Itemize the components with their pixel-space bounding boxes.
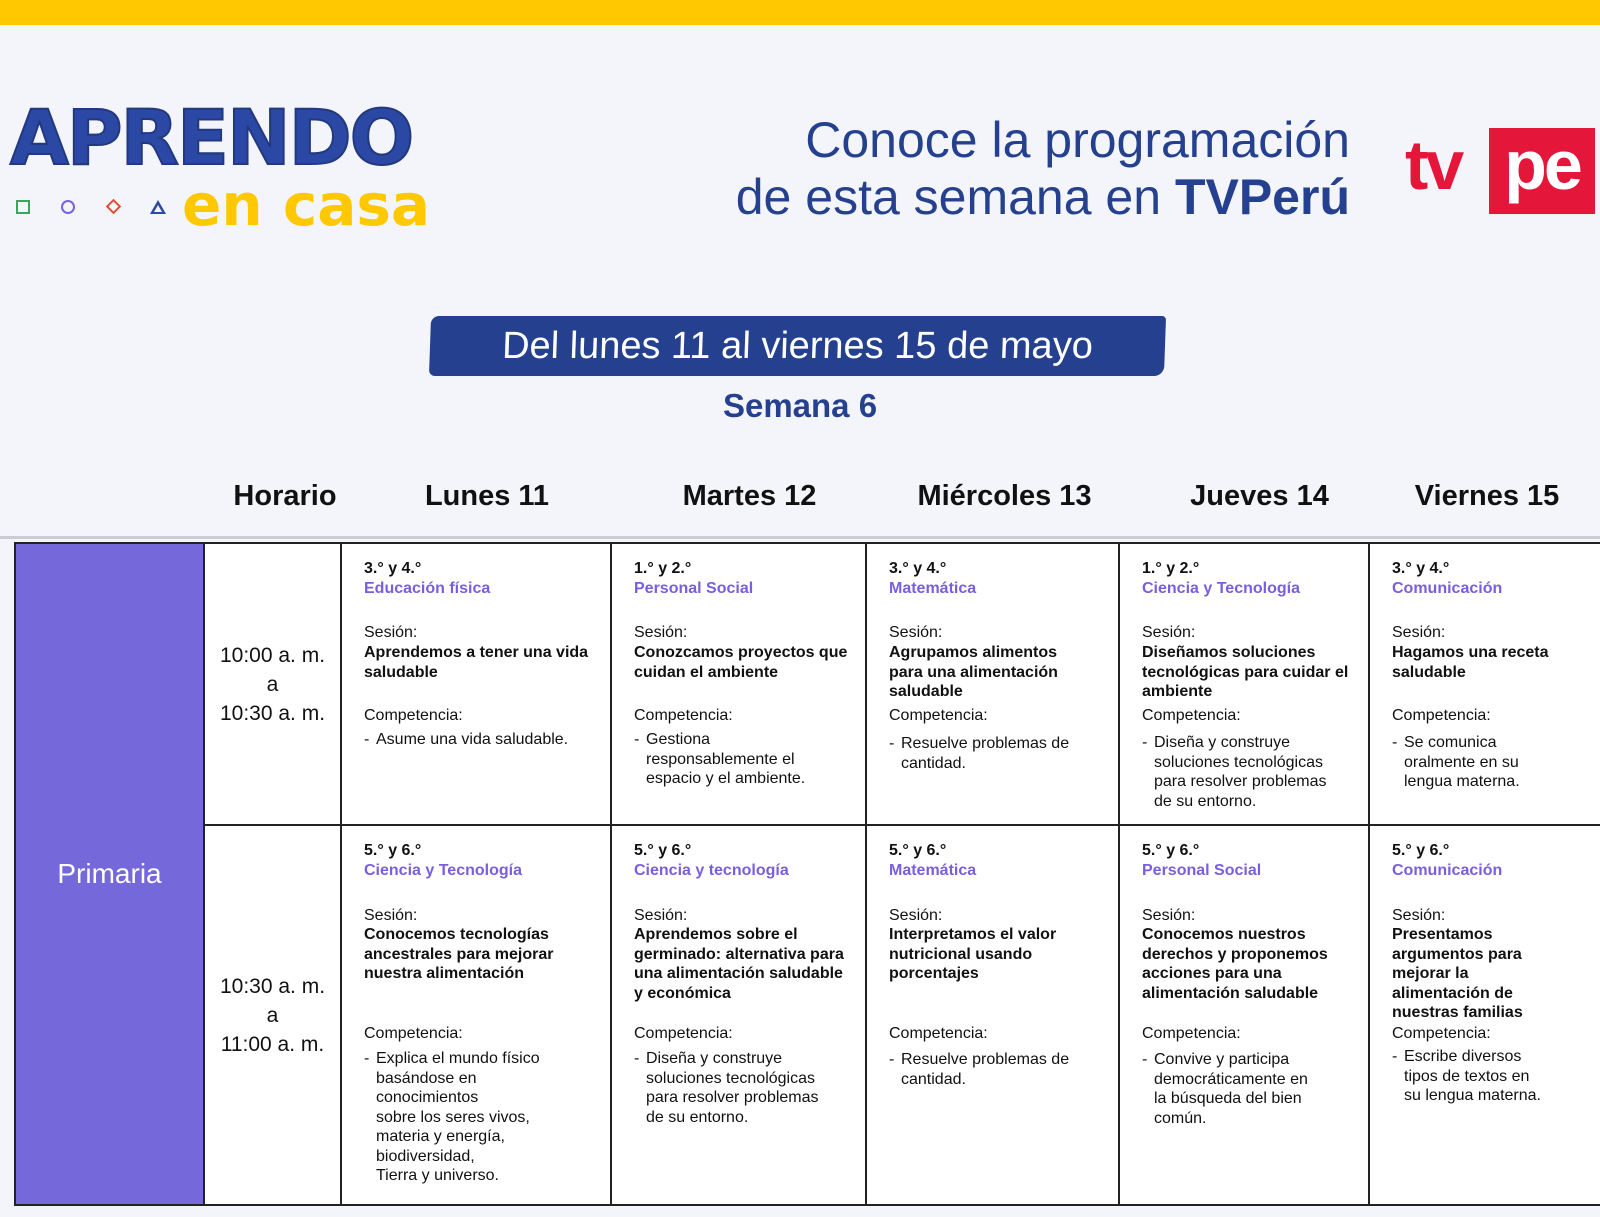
header-divider — [0, 536, 1600, 539]
session-cell — [865, 542, 1120, 826]
level-label: Primaria — [57, 858, 162, 889]
grade-label: 5.° y 6.° — [634, 842, 692, 859]
time-start: 10:00 a. m. — [219, 643, 326, 667]
competence-text: - Se comunica oralmente en su lengua materna. — [1392, 733, 1592, 792]
grade-label: 5.° y 6.° — [1142, 842, 1200, 859]
headline-line1: Conoce la programación — [805, 112, 1350, 168]
aprendo-en-casa-logo — [10, 93, 440, 240]
subject-label: Comunicación — [1392, 862, 1503, 879]
competence-label: Competencia: — [889, 1025, 988, 1042]
session-title: Presentamos argumentos para mejorar la alimentación de nuestras familias — [1392, 926, 1523, 1021]
grade-label: 1.° y 2.° — [1142, 560, 1200, 577]
competence-label: Competencia: — [1392, 707, 1491, 724]
competence-value: Convive y participa democráticamente en la búsqueda del bien común. — [1154, 1051, 1308, 1127]
header-martes: Martes 12 — [682, 480, 817, 512]
competence-value: Explica el mundo físico basándose en conocimientos sobre los seres vivos, materia y energía, biodiversidad, Tierra y universo. — [376, 1050, 540, 1184]
session-label: Sesión: — [1142, 624, 1196, 641]
subject-label: Educación física — [364, 580, 491, 597]
session-cell — [610, 824, 867, 1206]
header-jueves: Jueves 14 — [1190, 480, 1329, 512]
headline-line2-text: de esta semana en — [735, 169, 1175, 225]
competence-text: - Gestiona responsablemente el espacio y el ambiente. — [634, 730, 874, 789]
time-range — [220, 641, 325, 728]
session-title: Interpretamos el valor nutricional usando porcentajes — [889, 926, 1057, 982]
schedule-table — [14, 542, 1600, 1206]
header-miercoles: Miércoles 13 — [917, 480, 1092, 512]
competence-text: - Resuelve problemas de cantidad. — [889, 1050, 1129, 1089]
header-lunes: Lunes 11 — [424, 480, 550, 512]
session-label: Sesión: — [1392, 624, 1446, 641]
session-label: Sesión: — [364, 624, 418, 641]
grade-label: 5.° y 6.° — [889, 842, 947, 859]
triangle-shape-icon — [150, 200, 166, 214]
competence-text: - Explica el mundo físico basándose en conocimientos sobre los seres vivos, materia y energía, biodiversidad, Tierra y universo. — [364, 1049, 604, 1186]
competence-text: - Diseña y construye soluciones tecnológicas para resolver problemas de su entorno. — [634, 1049, 874, 1127]
grade-label: 5.° y 6.° — [1392, 842, 1450, 859]
competence-label: Competencia: — [1142, 1025, 1241, 1042]
competence-text: - Escribe diversos tipos de textos en su lengua materna. — [1392, 1047, 1592, 1106]
session-title: Agrupamos alimentos para una alimentación saludable — [889, 644, 1058, 700]
time-cell — [203, 824, 342, 1206]
competence-value: Escribe diversos tipos de textos en su lengua materna. — [1404, 1048, 1541, 1104]
competence-value: Diseña y construye soluciones tecnológicas para resolver problemas de su entorno. — [1154, 734, 1327, 810]
logo-aprendo-text: APRENDO — [10, 93, 413, 182]
competence-text: - Diseña y construye soluciones tecnológicas para resolver problemas de su entorno. — [1142, 733, 1367, 811]
competence-value: Resuelve problemas de cantidad. — [901, 1051, 1070, 1088]
subject-label: Comunicación — [1392, 580, 1503, 597]
subject-label: Ciencia y Tecnología — [364, 862, 522, 879]
session-title: Conocemos nuestros derechos y proponemos acciones para una alimentación saludable — [1142, 926, 1328, 1002]
session-cell — [1118, 824, 1370, 1206]
headline-line2 — [736, 169, 1350, 226]
time-end: 11:00 a. m. — [220, 1032, 325, 1056]
top-accent-bar — [0, 0, 1600, 25]
level-primaria-cell — [14, 542, 205, 1206]
time-start: 10:30 a. m. — [219, 974, 326, 998]
grade-label: 3.° y 4.° — [889, 560, 947, 577]
subject-label: Personal Social — [634, 580, 754, 597]
session-cell — [610, 542, 867, 826]
competence-label: Competencia: — [889, 707, 988, 724]
competence-label: Competencia: — [634, 1025, 733, 1042]
time-separator: a — [266, 672, 279, 696]
logo-en-casa-text: en casa — [182, 171, 431, 239]
session-label: Sesión: — [634, 907, 688, 924]
session-label: Sesión: — [1142, 907, 1196, 924]
session-cell — [340, 824, 612, 1206]
session-title: Aprendemos a tener una vida saludable — [364, 644, 589, 681]
session-cell — [340, 542, 612, 826]
grade-label: 5.° y 6.° — [364, 842, 422, 859]
tvpe-logo — [1405, 128, 1595, 216]
tvpe-logo-pe: pe — [1504, 126, 1580, 204]
competence-value: Gestiona responsablemente el espacio y el ambiente. — [646, 731, 806, 787]
week-label: Semana 6 — [722, 387, 878, 424]
competence-value: Asume una vida saludable. — [376, 731, 569, 748]
competence-value: Resuelve problemas de cantidad. — [901, 735, 1070, 772]
header-viernes: Viernes 15 — [1414, 480, 1560, 512]
session-title: Aprendemos sobre el germinado: alternativa para una alimentación saludable y económica — [634, 926, 844, 1002]
subject-label: Personal Social — [1142, 862, 1262, 879]
session-cell — [865, 824, 1120, 1206]
grade-label: 1.° y 2.° — [634, 560, 692, 577]
session-title: Diseñamos soluciones tecnológicas para cuidar el ambiente — [1142, 644, 1349, 700]
session-cell — [1368, 824, 1600, 1206]
subject-label: Ciencia y Tecnología — [1142, 580, 1300, 597]
competence-label: Competencia: — [634, 707, 733, 724]
session-label: Sesión: — [1392, 907, 1446, 924]
headline-brand: TVPerú — [1174, 169, 1350, 225]
competence-text: - Convive y participa democráticamente en la búsqueda del bien común. — [1142, 1050, 1362, 1128]
grade-label: 3.° y 4.° — [1392, 560, 1450, 577]
time-separator: a — [266, 1003, 279, 1027]
competence-label: Competencia: — [1392, 1025, 1491, 1042]
session-cell — [1368, 542, 1600, 826]
session-cell — [1118, 542, 1370, 826]
headline — [736, 112, 1350, 226]
session-label: Sesión: — [634, 624, 688, 641]
grade-label: 3.° y 4.° — [364, 560, 422, 577]
date-banner: Del lunes 11 al viernes 15 de mayo — [429, 316, 1166, 376]
session-label: Sesión: — [889, 907, 943, 924]
square-shape-icon — [16, 200, 30, 214]
diamond-shape-icon — [106, 199, 122, 215]
competence-label: Competencia: — [364, 707, 463, 724]
subject-label: Matemática — [889, 580, 977, 597]
header-horario: Horario — [233, 480, 337, 512]
competence-label: Competencia: — [364, 1025, 463, 1042]
competence-text: - Resuelve problemas de cantidad. — [889, 734, 1129, 773]
competence-label: Competencia: — [1142, 707, 1241, 724]
time-cell — [203, 542, 342, 826]
subject-label: Ciencia y tecnología — [634, 862, 789, 879]
session-title: Conozcamos proyectos que cuidan el ambiente — [634, 644, 848, 681]
time-range — [220, 972, 325, 1059]
tvpe-logo-tv: tv — [1405, 126, 1462, 204]
session-title: Conocemos tecnologías ancestrales para mejorar nuestra alimentación — [364, 926, 554, 982]
competence-value: Se comunica oralmente en su lengua materna. — [1404, 734, 1520, 790]
competence-value: Diseña y construye soluciones tecnológicas para resolver problemas de su entorno. — [646, 1050, 819, 1126]
tvpe-logo-box — [1489, 128, 1595, 214]
subject-label: Matemática — [889, 862, 977, 879]
session-title: Hagamos una receta saludable — [1392, 644, 1549, 681]
competence-text: - Asume una vida saludable. — [364, 730, 610, 750]
session-label: Sesión: — [364, 907, 418, 924]
logo-shapes — [16, 200, 176, 220]
circle-shape-icon — [61, 200, 75, 214]
session-label: Sesión: — [889, 624, 943, 641]
time-end: 10:30 a. m. — [219, 701, 326, 725]
